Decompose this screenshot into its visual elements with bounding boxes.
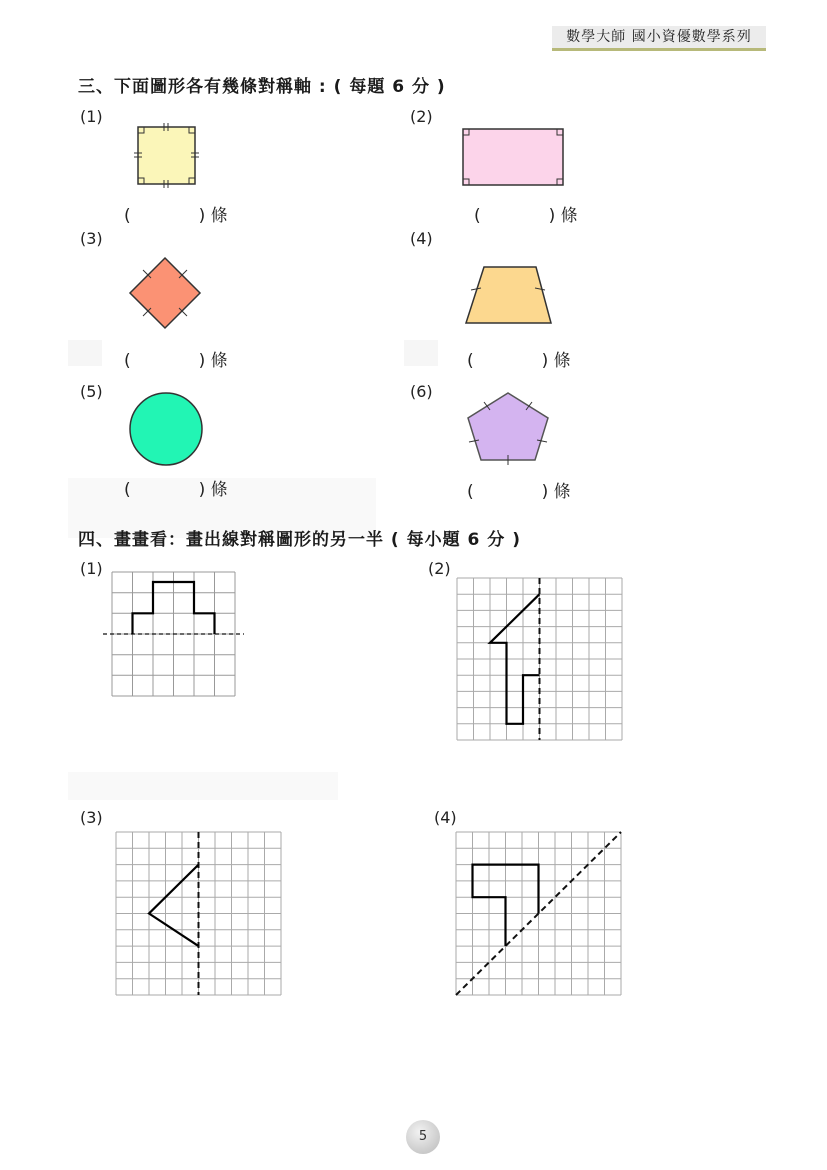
page-number: 5	[406, 1120, 440, 1154]
question-label: (5)	[80, 382, 103, 401]
answer-blank[interactable]: ( ) 條	[467, 351, 571, 371]
series-header: 數學大師 國小資優數學系列	[552, 26, 766, 51]
question-label: (4)	[410, 229, 433, 248]
answer-blank[interactable]: ( ) 條	[474, 206, 578, 226]
answer-blank[interactable]: ( ) 條	[124, 480, 228, 500]
question-label: (3)	[80, 808, 103, 827]
section-3-title: 三、下面圖形各有幾條對稱軸 : ( 每題 6 分 )	[78, 77, 446, 97]
question-label: (6)	[410, 382, 433, 401]
answer-blank[interactable]: ( ) 條	[467, 482, 571, 502]
answer-blank[interactable]: ( ) 條	[124, 206, 228, 226]
question-label: (2)	[428, 559, 451, 578]
section-4-title: 四、畫畫看：畫出線對稱圖形的另一半 ( 每小題 6 分 )	[78, 530, 521, 550]
question-label: (1)	[80, 107, 103, 126]
question-label: (1)	[80, 559, 103, 578]
answer-blank[interactable]: ( ) 條	[124, 351, 228, 371]
question-label: (4)	[434, 808, 457, 827]
question-label: (3)	[80, 229, 103, 248]
question-label: (2)	[410, 107, 433, 126]
